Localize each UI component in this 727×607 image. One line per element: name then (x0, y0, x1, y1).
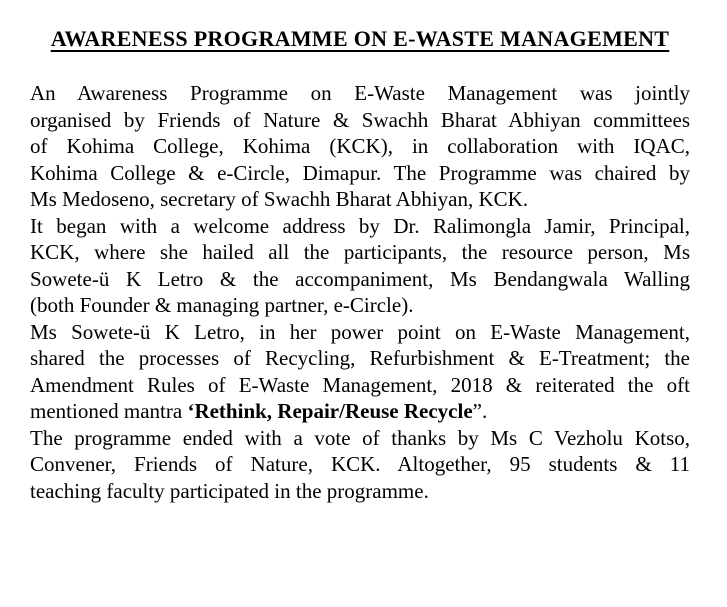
text-line: Kohima College & e-Circle, Dimapur. The Programme was chaired by (30, 160, 690, 185)
text-line (30, 398, 690, 425)
paragraph-intro (30, 80, 690, 213)
text-line: teaching faculty participated in the programme. (30, 478, 429, 503)
page-title: AWARENESS PROGRAMME ON E-WASTE MANAGEMENT (50, 26, 670, 51)
paragraph-presentation (30, 319, 690, 425)
mantra-bold-text: ‘Rethink, Repair/Reuse Recycle (187, 399, 473, 423)
paragraph-vote-of-thanks (30, 425, 690, 505)
text-line: shared the processes of Recycling, Refurbishment & E-Treatment; the (30, 346, 690, 370)
text-line: organised by Friends of Nature & Swachh Bharat Abhiyan committees (30, 107, 690, 132)
text-line: Convener, Friends of Nature, KCK. Altogether, 95 students & 11 (30, 452, 690, 476)
paragraph-welcome-address (30, 213, 690, 319)
text-line: Ms Medoseno, secretary of Swachh Bharat Abhiyan, KCK. (30, 187, 529, 211)
text-line: of Kohima College, Kohima (KCK), in collaboration with IQAC, (30, 134, 690, 158)
text-line: KCK, where she hailed all the participants, the resource person, Ms (30, 240, 690, 264)
text-line: Ms Sowete-ü K Letro, in her power point on E-Waste Management, (30, 319, 690, 344)
text-line: Sowete-ü K Letro & the accompaniment, Ms Bendangwala Walling (30, 266, 690, 291)
mantra-pre-text: mentioned mantra (30, 399, 188, 423)
text-line: It began with a welcome address by Dr. Ralimongla Jamir, Principal, (30, 213, 690, 238)
mantra-post-text: ”. (472, 399, 488, 423)
text-line: An Awareness Programme on E-Waste Management was jointly (30, 81, 690, 105)
text-line: The programme ended with a vote of thanks by Ms C Vezholu Kotso, (30, 425, 690, 450)
text-line: Amendment Rules of E-Waste Management, 2018 & reiterated the oft (30, 372, 690, 397)
text-line: (both Founder & managing partner, e-Circle). (30, 293, 414, 317)
